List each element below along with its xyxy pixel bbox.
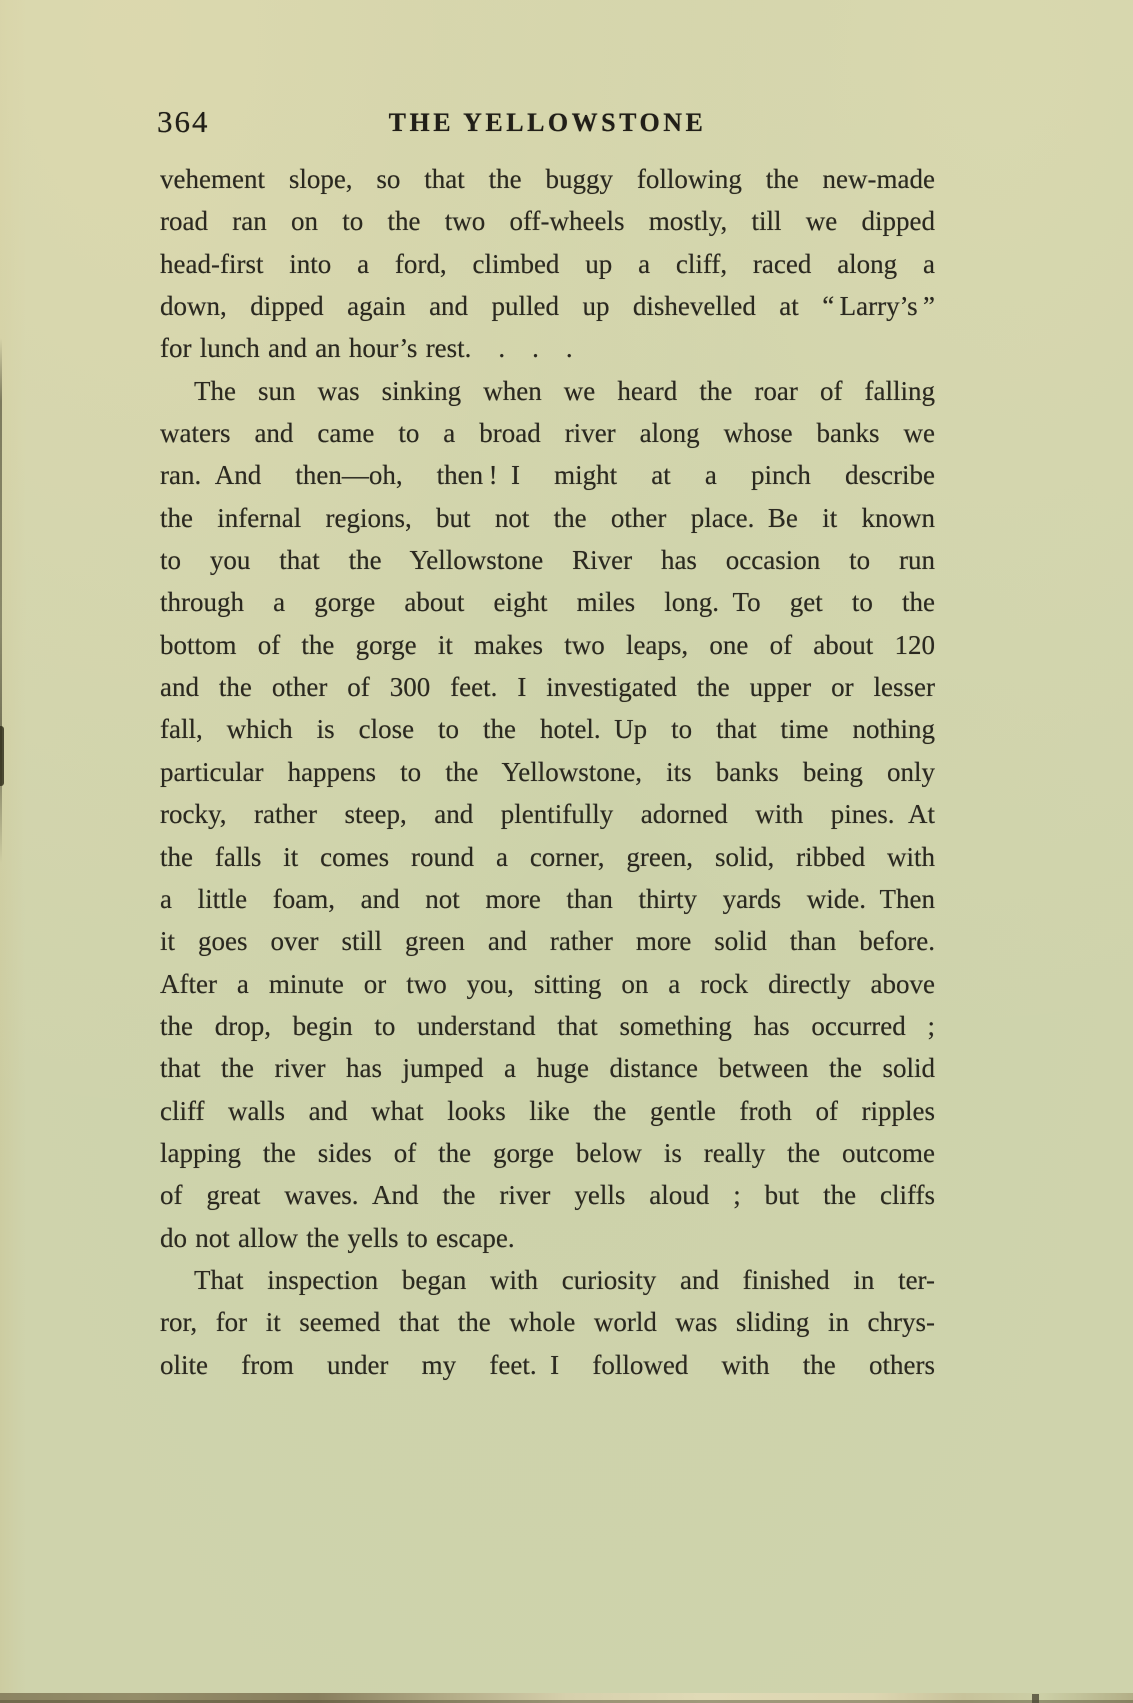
page-number: 364 — [157, 104, 210, 139]
text-line: The sun was sinking when we heard the roar of falling — [194, 375, 935, 406]
running-head-title: THE YELLOWSTONE — [388, 108, 707, 137]
text-line: particular happens to the Yellowstone, its banks being only — [160, 756, 935, 787]
text-line: lapping the sides of the gorge below is really the outcome — [160, 1137, 935, 1168]
text-line: fall, which is close to the hotel. Up to that time nothing — [160, 714, 935, 745]
text-line: head-first into a ford, climbed up a cliff, raced along a — [160, 248, 935, 279]
text-line: and the other of 300 feet. I investigated the upper or lesser — [160, 672, 935, 703]
text-line: the infernal regions, but not the other place. Be it known — [160, 502, 935, 533]
text-line: it goes over still green and rather more solid than before. — [160, 926, 935, 957]
text-line: waters and came to a broad river along whose banks we — [160, 418, 935, 449]
bottom-edge-mark — [1032, 1694, 1039, 1703]
text-line: a little foam, and not more than thirty yards wide. Then — [160, 883, 935, 914]
text-line: ror, for it seemed that the whole world was sliding in chrys- — [160, 1307, 935, 1338]
text-line: down, dipped again and pulled up dishevelled at “ Larry’s ” — [160, 291, 935, 322]
left-page-edge-mark — [0, 726, 4, 786]
text-line: ran. And then—oh, then ! I might at a pinch describe — [160, 460, 935, 491]
text-line: rocky, rather steep, and plentifully adorned with pines. At — [160, 799, 935, 830]
text-line: through a gorge about eight miles long. To get to the — [160, 587, 935, 618]
text-line: That inspection began with curiosity and finished in ter- — [194, 1264, 935, 1295]
text-line: for lunch and an hour’s rest. . . . — [160, 333, 573, 364]
text-line: cliff walls and what looks like the gentle froth of ripples — [160, 1095, 935, 1126]
page-body — [160, 158, 935, 1386]
text-line: to you that the Yellowstone River has occasion to run — [160, 545, 935, 576]
text-line: road ran on to the two off-wheels mostly, till we dipped — [160, 206, 935, 237]
text-line: of great waves. And the river yells aloud ; but the cliffs — [160, 1180, 935, 1211]
text-line: vehement slope, so that the buggy following the new-made — [160, 164, 935, 194]
text-line: bottom of the gorge it makes two leaps, one of about 120 — [160, 629, 935, 660]
bottom-page-edge — [0, 1693, 1133, 1703]
text-line: olite from under my feet. I followed with the others — [160, 1349, 935, 1380]
text-line: After a minute or two you, sitting on a rock directly above — [160, 968, 935, 999]
text-line: the falls it comes round a corner, green, solid, ribbed with — [160, 841, 935, 872]
text-line: that the river has jumped a huge distance between the solid — [160, 1053, 935, 1084]
text-line: do not allow the yells to escape. — [160, 1222, 515, 1253]
text-line: the drop, begin to understand that something has occurred ; — [160, 1010, 935, 1041]
page-header — [157, 102, 935, 144]
